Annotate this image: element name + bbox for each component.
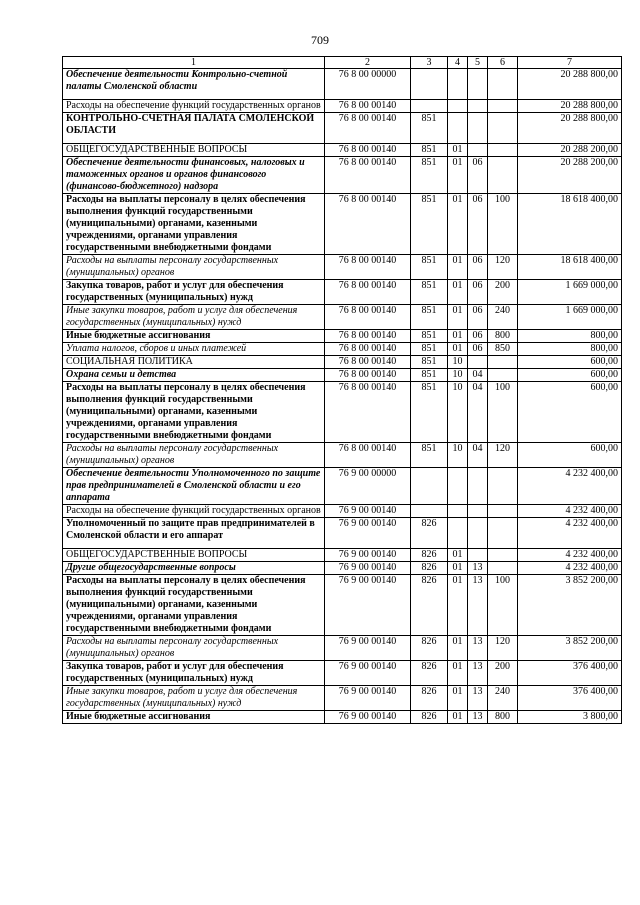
ministry-code-cell (411, 505, 448, 518)
target-code-cell: 76 8 00 00140 (325, 330, 411, 343)
section-code-cell: 01 (448, 330, 468, 343)
table-row (63, 280, 622, 305)
ministry-code-cell: 851 (411, 443, 448, 468)
ministry-code-cell: 826 (411, 686, 448, 711)
section-code-cell: 10 (448, 382, 468, 443)
section-code-cell: 01 (448, 343, 468, 356)
row-name-cell: Обеспечение деятельности Уполномоченного по защите прав предпринимателей в Смоленской области и его аппарата (63, 468, 325, 505)
row-name-cell: Расходы на выплаты персоналу государственных (муниципальных) органов (63, 443, 325, 468)
subsection-code-cell: 06 (468, 280, 488, 305)
section-code-cell (448, 113, 468, 144)
table-row (63, 443, 622, 468)
subsection-code-cell (468, 505, 488, 518)
row-name-cell: Расходы на выплаты персоналу в целях обеспечения выполнения функций государственными (муниципальными) органами, казенными учреждениями, органами управления государственными внебюджетными фондами (63, 575, 325, 636)
ministry-code-cell: 851 (411, 194, 448, 255)
column-number-5: 5 (468, 57, 488, 69)
subsection-code-cell: 13 (468, 562, 488, 575)
ministry-code-cell: 851 (411, 280, 448, 305)
amount-cell: 20 288 200,00 (518, 157, 622, 194)
subsection-code-cell: 13 (468, 575, 488, 636)
row-name-cell: Уплата налогов, сборов и иных платежей (63, 343, 325, 356)
expense-type-cell (488, 562, 518, 575)
section-code-cell: 10 (448, 443, 468, 468)
subsection-code-cell: 06 (468, 194, 488, 255)
amount-cell: 376 400,00 (518, 661, 622, 686)
table-row (63, 255, 622, 280)
amount-cell: 20 288 800,00 (518, 100, 622, 113)
expense-type-cell: 100 (488, 194, 518, 255)
ministry-code-cell: 851 (411, 330, 448, 343)
budget-table (62, 56, 622, 724)
subsection-code-cell (468, 468, 488, 505)
target-code-cell: 76 8 00 00140 (325, 157, 411, 194)
row-name-cell: ОБЩЕГОСУДАРСТВЕННЫЕ ВОПРОСЫ (63, 144, 325, 157)
subsection-code-cell: 06 (468, 157, 488, 194)
table-row (63, 144, 622, 157)
subsection-code-cell: 06 (468, 255, 488, 280)
expense-type-cell (488, 69, 518, 100)
row-name-cell: Обеспечение деятельности Контрольно-счетной палаты Смоленской области (63, 69, 325, 100)
ministry-code-cell: 826 (411, 549, 448, 562)
amount-cell: 3 852 200,00 (518, 636, 622, 661)
target-code-cell: 76 8 00 00140 (325, 369, 411, 382)
expense-type-cell (488, 549, 518, 562)
section-code-cell (448, 69, 468, 100)
target-code-cell: 76 8 00 00140 (325, 194, 411, 255)
section-code-cell: 01 (448, 575, 468, 636)
row-name-cell: Расходы на выплаты персоналу государственных (муниципальных) органов (63, 636, 325, 661)
section-code-cell: 01 (448, 280, 468, 305)
target-code-cell: 76 8 00 00140 (325, 100, 411, 113)
expense-type-cell (488, 157, 518, 194)
row-name-cell: Расходы на обеспечение функций государственных органов (63, 100, 325, 113)
expense-type-cell: 120 (488, 636, 518, 661)
row-name-cell: Расходы на выплаты персоналу в целях обеспечения выполнения функций государственными (муниципальными) органами, казенными учреждениями, органами управления государственными внебюджетными фондами (63, 194, 325, 255)
ministry-code-cell: 851 (411, 343, 448, 356)
ministry-code-cell: 826 (411, 711, 448, 724)
amount-cell: 4 232 400,00 (518, 505, 622, 518)
target-code-cell: 76 8 00 00140 (325, 144, 411, 157)
ministry-code-cell: 851 (411, 305, 448, 330)
amount-cell: 4 232 400,00 (518, 549, 622, 562)
section-code-cell: 01 (448, 144, 468, 157)
section-code-cell: 01 (448, 194, 468, 255)
table-row (63, 382, 622, 443)
table-row (63, 343, 622, 356)
row-name-cell: Уполномоченный по защите прав предпринимателей в Смоленской области и его аппарат (63, 518, 325, 549)
ministry-code-cell: 851 (411, 144, 448, 157)
target-code-cell: 76 8 00 00140 (325, 343, 411, 356)
subsection-code-cell (468, 100, 488, 113)
table-row (63, 661, 622, 686)
row-name-cell: Закупка товаров, работ и услуг для обеспечения государственных (муниципальных) нужд (63, 280, 325, 305)
target-code-cell: 76 9 00 00140 (325, 562, 411, 575)
target-code-cell: 76 8 00 00140 (325, 305, 411, 330)
ministry-code-cell: 826 (411, 562, 448, 575)
row-name-cell: Иные бюджетные ассигнования (63, 330, 325, 343)
target-code-cell: 76 9 00 00140 (325, 575, 411, 636)
amount-cell: 20 288 800,00 (518, 113, 622, 144)
expense-type-cell (488, 518, 518, 549)
target-code-cell: 76 9 00 00140 (325, 661, 411, 686)
row-name-cell: Расходы на выплаты персоналу в целях обеспечения выполнения функций государственными (муниципальными) органами, казенными учреждениями, органами управления государственными внебюджетными фондами (63, 382, 325, 443)
expense-type-cell: 240 (488, 305, 518, 330)
target-code-cell: 76 9 00 00000 (325, 468, 411, 505)
section-code-cell: 10 (448, 369, 468, 382)
section-code-cell (448, 100, 468, 113)
subsection-code-cell (468, 356, 488, 369)
page-number: 709 (311, 33, 329, 47)
column-number-6: 6 (488, 57, 518, 69)
subsection-code-cell: 13 (468, 636, 488, 661)
amount-cell: 4 232 400,00 (518, 468, 622, 505)
target-code-cell: 76 8 00 00000 (325, 69, 411, 100)
column-number-1: 1 (63, 57, 325, 69)
target-code-cell: 76 8 00 00140 (325, 382, 411, 443)
target-code-cell: 76 8 00 00140 (325, 356, 411, 369)
table-row (63, 562, 622, 575)
target-code-cell: 76 9 00 00140 (325, 686, 411, 711)
ministry-code-cell: 851 (411, 356, 448, 369)
expense-type-cell (488, 468, 518, 505)
ministry-code-cell: 851 (411, 255, 448, 280)
table-row (63, 711, 622, 724)
target-code-cell: 76 8 00 00140 (325, 280, 411, 305)
section-code-cell: 10 (448, 356, 468, 369)
row-name-cell: Обеспечение деятельности финансовых, налоговых и таможенных органов и органов финансового (финансово-бюджетного) надзора (63, 157, 325, 194)
table-row (63, 686, 622, 711)
table-row (63, 636, 622, 661)
amount-cell: 600,00 (518, 443, 622, 468)
table-row (63, 113, 622, 144)
section-code-cell: 01 (448, 711, 468, 724)
subsection-code-cell: 13 (468, 711, 488, 724)
amount-cell: 800,00 (518, 343, 622, 356)
row-name-cell: КОНТРОЛЬНО-СЧЕТНАЯ ПАЛАТА СМОЛЕНСКОЙ ОБЛАСТИ (63, 113, 325, 144)
ministry-code-cell (411, 69, 448, 100)
amount-cell: 20 288 200,00 (518, 144, 622, 157)
ministry-code-cell: 826 (411, 575, 448, 636)
row-name-cell: Расходы на выплаты персоналу государственных (муниципальных) органов (63, 255, 325, 280)
expense-type-cell: 120 (488, 443, 518, 468)
amount-cell: 3 852 200,00 (518, 575, 622, 636)
amount-cell: 600,00 (518, 382, 622, 443)
subsection-code-cell: 06 (468, 330, 488, 343)
table-row (63, 369, 622, 382)
column-number-2: 2 (325, 57, 411, 69)
ministry-code-cell: 851 (411, 113, 448, 144)
amount-cell: 600,00 (518, 356, 622, 369)
expense-type-cell (488, 356, 518, 369)
row-name-cell: Другие общегосударственные вопросы (63, 562, 325, 575)
section-code-cell: 01 (448, 661, 468, 686)
row-name-cell: Охрана семьи и детства (63, 369, 325, 382)
ministry-code-cell: 851 (411, 157, 448, 194)
table-row (63, 549, 622, 562)
expense-type-cell: 100 (488, 382, 518, 443)
section-code-cell: 01 (448, 636, 468, 661)
ministry-code-cell (411, 100, 448, 113)
amount-cell: 1 669 000,00 (518, 280, 622, 305)
amount-cell: 3 800,00 (518, 711, 622, 724)
amount-cell: 18 618 400,00 (518, 255, 622, 280)
target-code-cell: 76 8 00 00140 (325, 255, 411, 280)
ministry-code-cell: 851 (411, 369, 448, 382)
table-row (63, 69, 622, 100)
row-name-cell: Иные закупки товаров, работ и услуг для обеспечения государственных (муниципальных) нужд (63, 686, 325, 711)
amount-cell: 4 232 400,00 (518, 562, 622, 575)
table-row (63, 194, 622, 255)
table-row (63, 518, 622, 549)
table-row (63, 100, 622, 113)
expense-type-cell: 240 (488, 686, 518, 711)
expense-type-cell (488, 369, 518, 382)
expense-type-cell (488, 144, 518, 157)
expense-type-cell: 800 (488, 330, 518, 343)
target-code-cell: 76 9 00 00140 (325, 505, 411, 518)
expense-type-cell: 100 (488, 575, 518, 636)
subsection-code-cell: 06 (468, 343, 488, 356)
subsection-code-cell: 04 (468, 382, 488, 443)
expense-type-cell: 120 (488, 255, 518, 280)
subsection-code-cell: 13 (468, 686, 488, 711)
row-name-cell: Закупка товаров, работ и услуг для обеспечения государственных (муниципальных) нужд (63, 661, 325, 686)
table-row (63, 356, 622, 369)
ministry-code-cell: 826 (411, 661, 448, 686)
amount-cell: 18 618 400,00 (518, 194, 622, 255)
amount-cell: 376 400,00 (518, 686, 622, 711)
amount-cell: 4 232 400,00 (518, 518, 622, 549)
subsection-code-cell (468, 518, 488, 549)
expense-type-cell (488, 100, 518, 113)
ministry-code-cell: 826 (411, 636, 448, 661)
target-code-cell: 76 9 00 00140 (325, 711, 411, 724)
table-row (63, 505, 622, 518)
table-row (63, 575, 622, 636)
section-code-cell: 01 (448, 686, 468, 711)
table-row (63, 305, 622, 330)
subsection-code-cell (468, 144, 488, 157)
amount-cell: 20 288 800,00 (518, 69, 622, 100)
subsection-code-cell: 04 (468, 443, 488, 468)
section-code-cell (448, 468, 468, 505)
ministry-code-cell: 826 (411, 518, 448, 549)
expense-type-cell: 800 (488, 711, 518, 724)
subsection-code-cell: 04 (468, 369, 488, 382)
subsection-code-cell: 13 (468, 661, 488, 686)
row-name-cell: Иные бюджетные ассигнования (63, 711, 325, 724)
column-number-3: 3 (411, 57, 448, 69)
expense-type-cell: 850 (488, 343, 518, 356)
row-name-cell: ОБЩЕГОСУДАРСТВЕННЫЕ ВОПРОСЫ (63, 549, 325, 562)
table-row (63, 157, 622, 194)
column-number-row (63, 57, 622, 69)
subsection-code-cell (468, 113, 488, 144)
target-code-cell: 76 9 00 00140 (325, 518, 411, 549)
expense-type-cell: 200 (488, 661, 518, 686)
subsection-code-cell (468, 69, 488, 100)
row-name-cell: Расходы на обеспечение функций государственных органов (63, 505, 325, 518)
row-name-cell: СОЦИАЛЬНАЯ ПОЛИТИКА (63, 356, 325, 369)
column-number-7: 7 (518, 57, 622, 69)
amount-cell: 1 669 000,00 (518, 305, 622, 330)
ministry-code-cell: 851 (411, 382, 448, 443)
subsection-code-cell (468, 549, 488, 562)
expense-type-cell: 200 (488, 280, 518, 305)
table-row (63, 330, 622, 343)
target-code-cell: 76 9 00 00140 (325, 636, 411, 661)
expense-type-cell (488, 113, 518, 144)
column-number-4: 4 (448, 57, 468, 69)
amount-cell: 600,00 (518, 369, 622, 382)
table-row (63, 468, 622, 505)
section-code-cell: 01 (448, 255, 468, 280)
target-code-cell: 76 9 00 00140 (325, 549, 411, 562)
section-code-cell: 01 (448, 562, 468, 575)
section-code-cell (448, 518, 468, 549)
section-code-cell: 01 (448, 157, 468, 194)
expense-type-cell (488, 505, 518, 518)
target-code-cell: 76 8 00 00140 (325, 113, 411, 144)
row-name-cell: Иные закупки товаров, работ и услуг для обеспечения государственных (муниципальных) нужд (63, 305, 325, 330)
target-code-cell: 76 8 00 00140 (325, 443, 411, 468)
amount-cell: 800,00 (518, 330, 622, 343)
ministry-code-cell (411, 468, 448, 505)
section-code-cell (448, 505, 468, 518)
section-code-cell: 01 (448, 305, 468, 330)
section-code-cell: 01 (448, 549, 468, 562)
subsection-code-cell: 06 (468, 305, 488, 330)
